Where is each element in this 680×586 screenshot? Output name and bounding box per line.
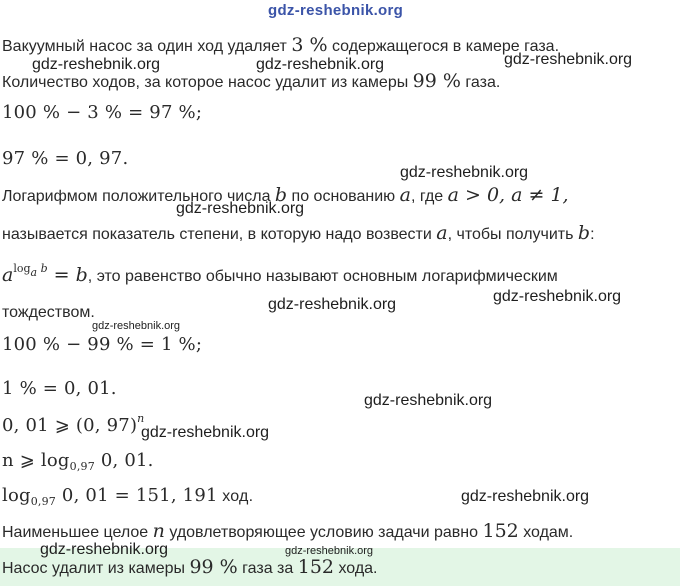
watermark: gdz-reshebnik.org	[285, 545, 374, 557]
identity-line: $a^{log_a b} = b$, это равенство обычно называют основным логарифмическим	[2, 262, 558, 286]
equation-1: 100 % − 3 % = 97 %;	[2, 102, 203, 123]
conclusion-line: Наименьшее целое n удовлетворяющее условию задачи равно 152 ходам.	[2, 520, 574, 542]
watermark: gdz-reshebnik.org	[504, 51, 633, 68]
equation-4: 1 % = 0, 01.	[2, 378, 117, 399]
watermark: gdz-reshebnik.org	[32, 56, 161, 73]
watermark: gdz-reshebnik.org	[256, 56, 385, 73]
watermark: gdz-reshebnik.org	[141, 424, 270, 441]
watermark-top: gdz-reshebnik.org	[268, 2, 404, 19]
equation-5: 0, 01 ⩾ (0, 97)$^n$	[2, 412, 145, 436]
definition-line-2: называется показатель степени, в которую надо возвести a, чтобы получить b:	[2, 222, 595, 244]
equation-2: 97 % = 0, 97.	[2, 148, 129, 169]
watermark: gdz-reshebnik.org	[461, 488, 590, 505]
identity-line-2: тождеством.	[2, 304, 95, 321]
watermark: gdz-reshebnik.org	[176, 200, 305, 217]
watermark: gdz-reshebnik.org	[268, 296, 397, 313]
watermark: gdz-reshebnik.org	[400, 164, 529, 181]
equation-3: 100 % − 99 % = 1 %;	[2, 334, 203, 355]
watermark: gdz-reshebnik.org	[493, 288, 622, 305]
watermark: gdz-reshebnik.org	[92, 320, 181, 332]
problem-line-1: Вакуумный насос за один ход удаляет 3 % содержащегося в камере газа.	[2, 34, 560, 56]
equation-6: n ⩾ $\log_{0,97} 0$, 01.	[2, 450, 154, 473]
watermark: gdz-reshebnik.org	[364, 392, 493, 409]
problem-line-2: Количество ходов, за которое насос удалит из камеры 99 % газа.	[2, 70, 501, 92]
watermark: gdz-reshebnik.org	[40, 541, 169, 558]
equation-7: $\log_{0,97} 0$, 01 = 151, 191 ход.	[2, 485, 254, 508]
definition-line-1: Логарифмом положительного числа b по основанию a, где a > 0, a ≠ 1,	[2, 184, 569, 206]
answer-line: Насос удалит из камеры 99 % газа за 152 хода.	[2, 556, 378, 578]
